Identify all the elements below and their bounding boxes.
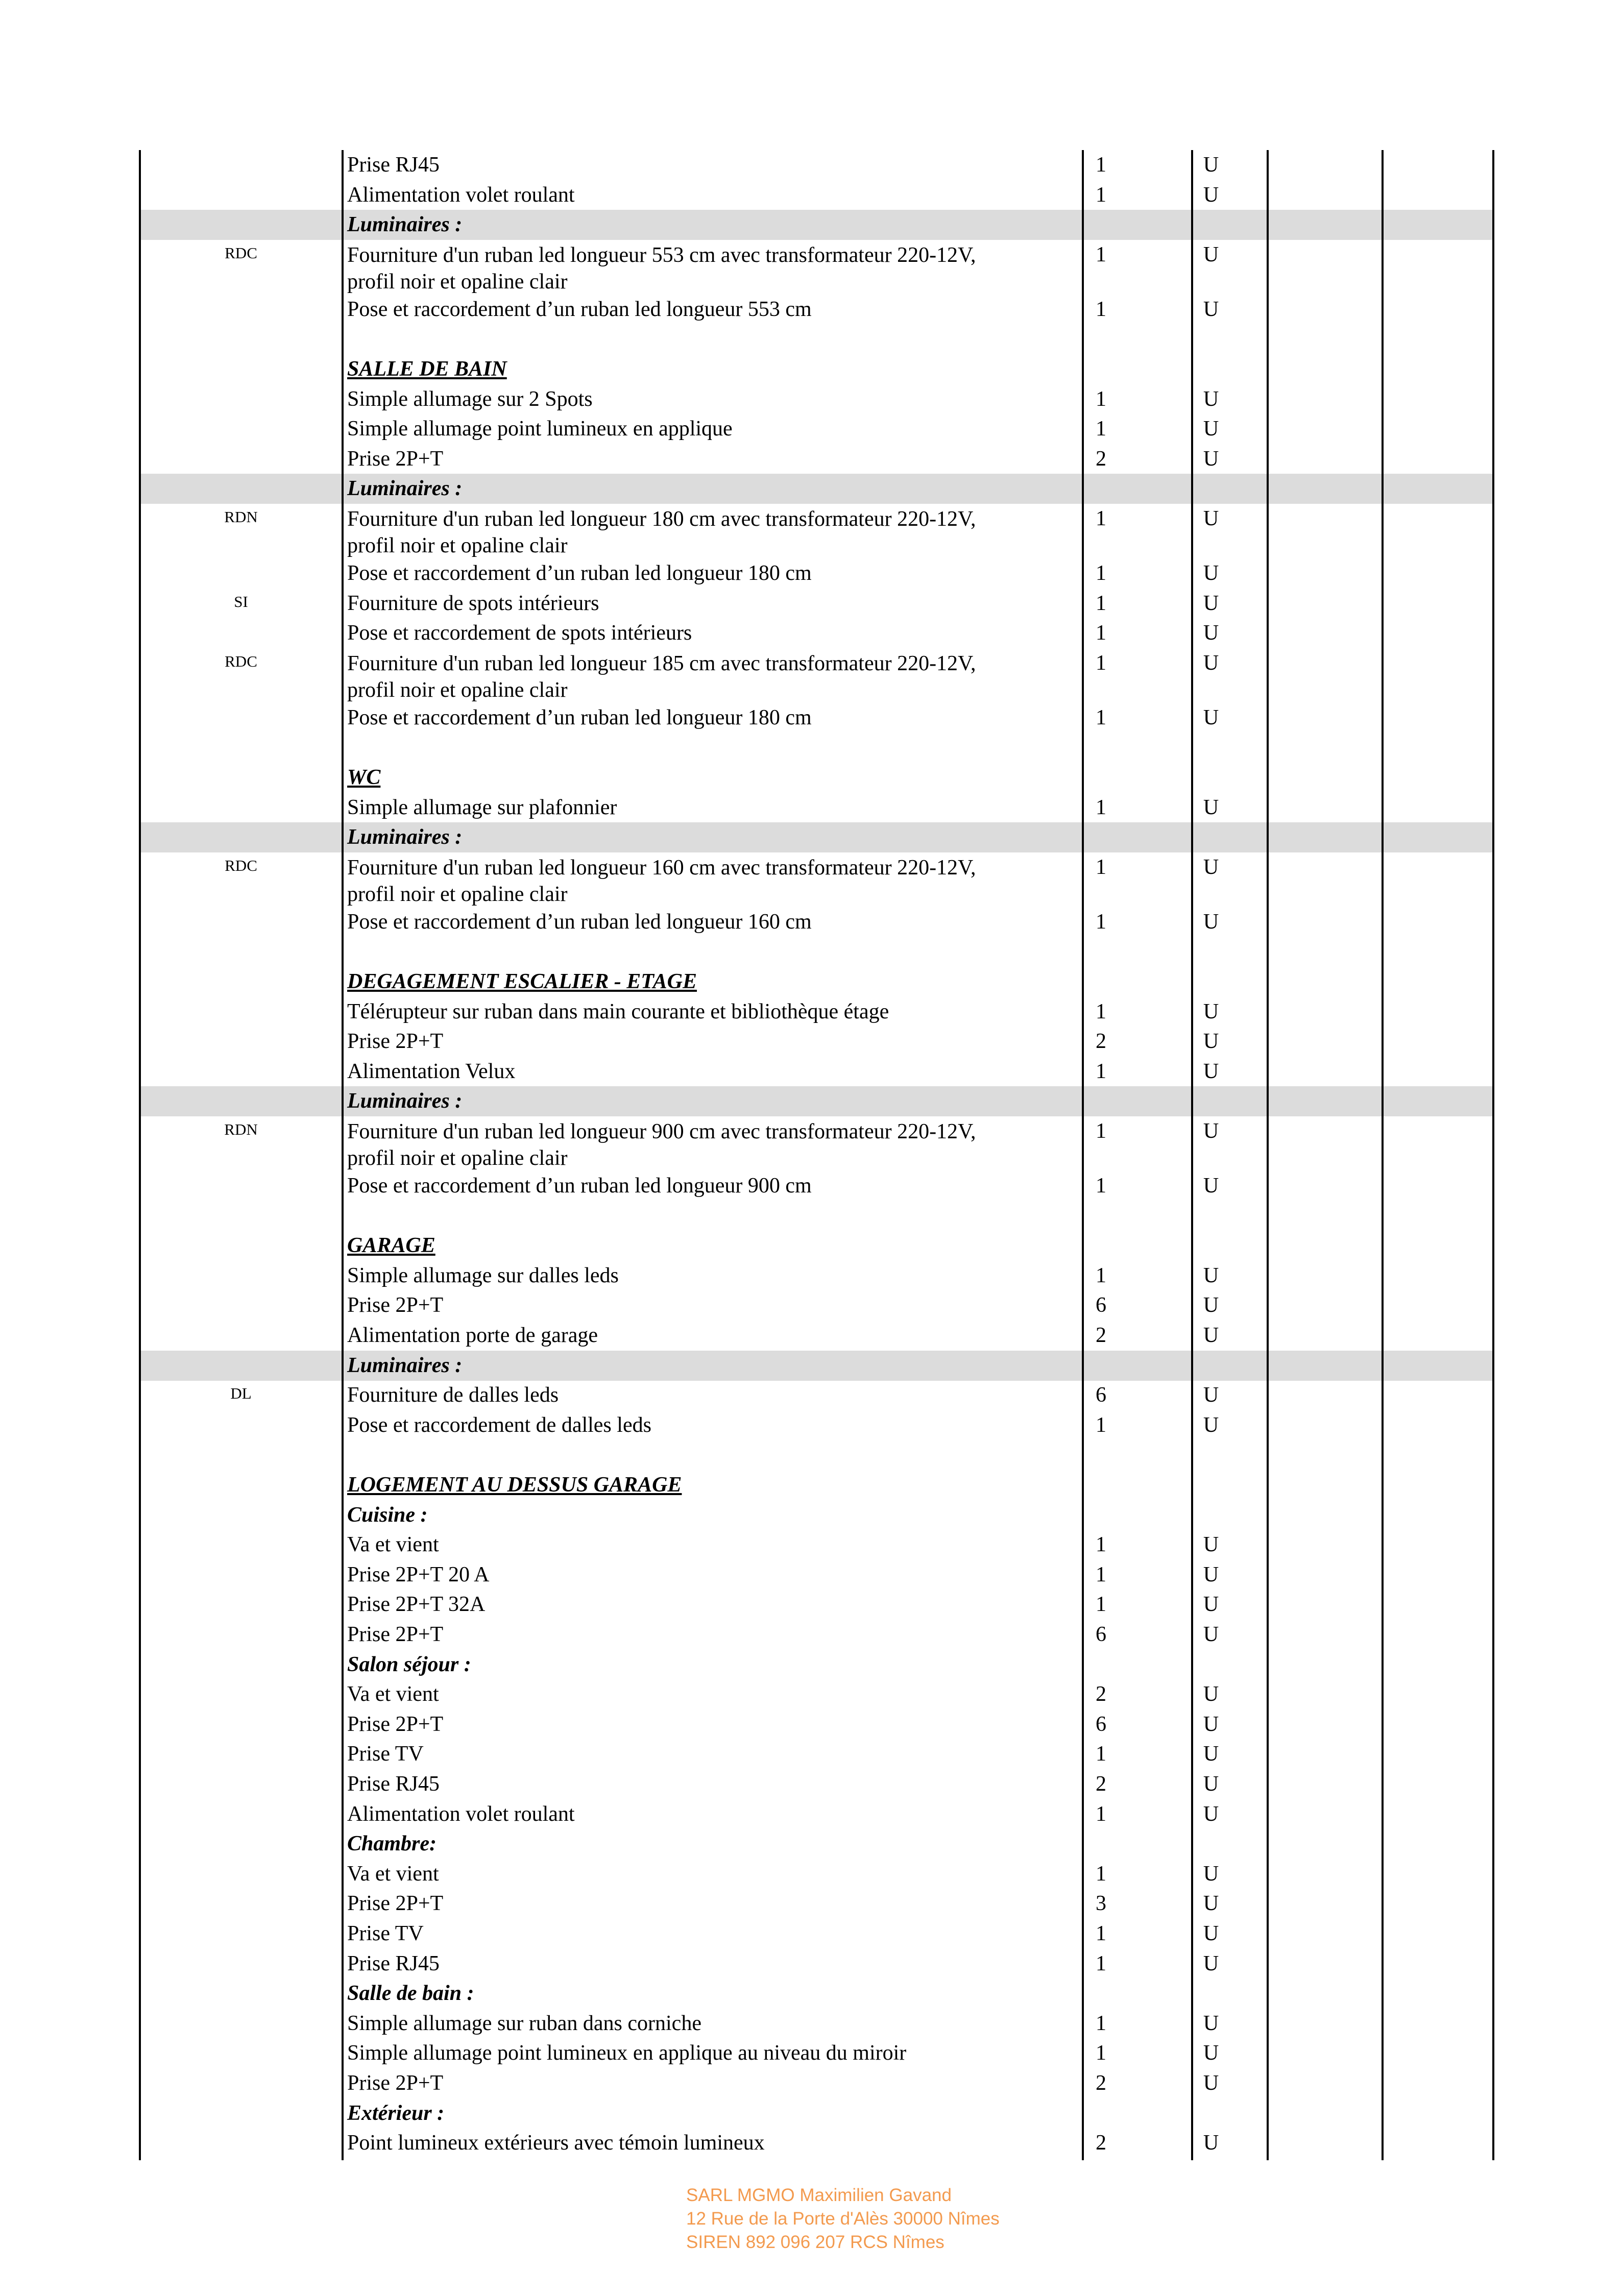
description-continuation: profil noir et opaline clair: [347, 678, 568, 702]
row-quantity: 1: [1096, 591, 1106, 615]
row-unit: U: [1203, 1623, 1219, 1646]
row-description: [347, 1592, 1062, 1617]
row-quantity: 1: [1096, 621, 1106, 645]
row-unit: U: [1203, 591, 1219, 615]
description-text: Luminaires :: [347, 1089, 463, 1113]
description-text: Prise 2P+T: [347, 1293, 444, 1317]
row-description: [347, 297, 1062, 322]
description-text: Salon séjour :: [347, 1652, 471, 1676]
row-quantity: 6: [1096, 1293, 1106, 1317]
row-unit: U: [1203, 1682, 1219, 1706]
section-heading: [347, 969, 1062, 994]
row-unit: U: [1203, 999, 1219, 1023]
row-description: [347, 1951, 1062, 1976]
row-quantity: 1: [1096, 1174, 1106, 1198]
row-unit: U: [1203, 1030, 1219, 1054]
subsection-label: [347, 1088, 1062, 1114]
row-description: [347, 242, 1062, 295]
description-text: Pose et raccordement de spots intérieurs: [347, 621, 692, 645]
row-unit: U: [1203, 705, 1219, 729]
row-description: [347, 1382, 1062, 1408]
description-text: Cuisine :: [347, 1503, 428, 1527]
row-description: [347, 1263, 1062, 1288]
row-unit: U: [1203, 417, 1219, 441]
row-quantity: 6: [1096, 1623, 1106, 1646]
row-unit: U: [1203, 1324, 1219, 1347]
row-quantity: 1: [1096, 242, 1106, 266]
row-unit: U: [1203, 507, 1219, 530]
row-description: [347, 2011, 1062, 2036]
row-unit: U: [1203, 795, 1219, 819]
subsection-label: [347, 476, 1062, 501]
row-unit: U: [1203, 1174, 1219, 1198]
description-text: Simple allumage sur plafonnier: [347, 795, 617, 819]
row-unit: U: [1203, 1533, 1219, 1557]
row-description: [347, 1118, 1062, 1171]
section-heading: [347, 1233, 1062, 1258]
description-text: Fourniture d'un ruban led longueur 553 cm avec transformateur 220-12V,: [347, 243, 976, 267]
row-quantity: 1: [1096, 855, 1106, 879]
row-quantity: 1: [1096, 183, 1106, 207]
row-description: [347, 506, 1062, 559]
row-unit: U: [1203, 387, 1219, 411]
row-quantity: 2: [1096, 1772, 1106, 1796]
row-description: [347, 1292, 1062, 1318]
row-quantity: 1: [1096, 297, 1106, 321]
row-quantity: 1: [1096, 1742, 1106, 1766]
row-quantity: 1: [1096, 1802, 1106, 1826]
row-description: [347, 386, 1062, 412]
row-unit: U: [1203, 855, 1219, 879]
description-text: LOGEMENT AU DESSUS GARAGE: [347, 1473, 682, 1497]
description-continuation: profil noir et opaline clair: [347, 882, 568, 906]
row-quantity: 6: [1096, 1383, 1106, 1407]
subsection-label: [347, 1502, 1062, 1528]
subsection-label: [347, 824, 1062, 850]
row-quantity: 1: [1096, 651, 1106, 675]
row-quantity: 1: [1096, 153, 1106, 177]
row-unit: U: [1203, 910, 1219, 934]
description-continuation: profil noir et opaline clair: [347, 1146, 568, 1170]
column-divider-code: [342, 150, 344, 2160]
table-border-right: [1492, 150, 1494, 2160]
row-quantity: 1: [1096, 2041, 1106, 2065]
row-description: [347, 560, 1062, 586]
row-description: [347, 1412, 1062, 1438]
section-heading: [347, 1472, 1062, 1498]
description-text: Prise TV: [347, 1922, 424, 1945]
row-unit: U: [1203, 1059, 1219, 1083]
row-unit: U: [1203, 447, 1219, 471]
description-text: Prise 2P+T: [347, 1712, 444, 1736]
description-text: Prise 2P+T: [347, 1892, 444, 1916]
description-text: Extérieur :: [347, 2101, 445, 2125]
description-text: Luminaires :: [347, 825, 463, 849]
description-text: Simple allumage sur ruban dans corniche: [347, 2011, 701, 2035]
row-description: [347, 2040, 1062, 2066]
description-text: Simple allumage point lumineux en applique au niveau du miroir: [347, 2041, 907, 2065]
row-quantity: 1: [1096, 1862, 1106, 1886]
row-description: [347, 591, 1062, 616]
footer-company-name: SARL MGMO Maximilien Gavand: [686, 2185, 952, 2205]
row-unit: U: [1203, 1562, 1219, 1586]
row-unit: U: [1203, 1892, 1219, 1916]
description-text: SALLE DE BAIN: [347, 357, 507, 381]
row-unit: U: [1203, 2041, 1219, 2065]
row-code: RDN: [224, 1120, 258, 1138]
row-unit: U: [1203, 1293, 1219, 1317]
row-unit: U: [1203, 1951, 1219, 1975]
description-text: Fourniture d'un ruban led longueur 160 cm avec transformateur 220-12V,: [347, 856, 976, 880]
description-text: Fourniture d'un ruban led longueur 185 cm avec transformateur 220-12V,: [347, 651, 976, 675]
description-text: Luminaires :: [347, 1353, 463, 1377]
row-description: [347, 854, 1062, 908]
subsection-label: [347, 1353, 1062, 1378]
row-description: [347, 650, 1062, 703]
description-text: Alimentation volet roulant: [347, 183, 575, 207]
description-text: Va et vient: [347, 1533, 439, 1557]
row-unit: U: [1203, 1413, 1219, 1437]
footer-address: 12 Rue de la Porte d'Alès 30000 Nîmes: [686, 2209, 1000, 2229]
description-text: Fourniture d'un ruban led longueur 900 cm avec transformateur 220-12V,: [347, 1120, 976, 1143]
row-quantity: 2: [1096, 2131, 1106, 2155]
description-text: Simple allumage point lumineux en applique: [347, 417, 733, 441]
row-description: [347, 1323, 1062, 1348]
description-text: WC: [347, 766, 381, 789]
row-unit: U: [1203, 2011, 1219, 2035]
row-code: RDC: [225, 856, 257, 874]
section-heading: [347, 356, 1062, 382]
description-text: Fourniture de dalles leds: [347, 1383, 559, 1407]
row-description: [347, 620, 1062, 646]
row-quantity: 1: [1096, 1562, 1106, 1586]
row-unit: U: [1203, 1772, 1219, 1796]
footer-registration: SIREN 892 096 207 RCS Nîmes: [686, 2232, 944, 2252]
subsection-label: [347, 1652, 1062, 1677]
row-quantity: 3: [1096, 1892, 1106, 1916]
row-quantity: 2: [1096, 2071, 1106, 2095]
row-unit: U: [1203, 297, 1219, 321]
description-text: Prise 2P+T: [347, 447, 444, 471]
row-description: [347, 1771, 1062, 1797]
row-quantity: 1: [1096, 1593, 1106, 1617]
row-code: RDC: [225, 652, 257, 670]
row-unit: U: [1203, 621, 1219, 645]
row-description: [347, 1173, 1062, 1199]
table-border-left: [139, 150, 141, 2160]
row-unit: U: [1203, 1712, 1219, 1736]
row-code: DL: [230, 1384, 252, 1403]
row-description: [347, 1029, 1062, 1054]
description-text: Alimentation volet roulant: [347, 1802, 575, 1826]
subsection-label: [347, 1981, 1062, 2006]
row-unit: U: [1203, 561, 1219, 585]
row-unit: U: [1203, 1383, 1219, 1407]
row-unit: U: [1203, 1263, 1219, 1287]
column-divider-unit: [1267, 150, 1269, 2160]
row-description: [347, 1562, 1062, 1587]
column-divider-quantity: [1191, 150, 1193, 2160]
description-text: Prise 2P+T: [347, 1623, 444, 1646]
description-text: Fourniture de spots intérieurs: [347, 591, 599, 615]
description-text: Prise RJ45: [347, 153, 440, 177]
subsection-label: [347, 1831, 1062, 1857]
description-text: Prise 2P+T: [347, 2071, 444, 2095]
description-text: Pose et raccordement de dalles leds: [347, 1413, 651, 1437]
description-text: Chambre:: [347, 1832, 437, 1856]
row-description: [347, 1681, 1062, 1707]
row-description: [347, 1891, 1062, 1916]
row-description: [347, 1622, 1062, 1647]
row-description: [347, 1921, 1062, 1946]
row-description: [347, 182, 1062, 208]
description-text: Pose et raccordement d’un ruban led longueur 180 cm: [347, 705, 812, 729]
row-description: [347, 1712, 1062, 1737]
row-quantity: 6: [1096, 1712, 1106, 1736]
description-text: Fourniture d'un ruban led longueur 180 cm avec transformateur 220-12V,: [347, 507, 976, 531]
description-continuation: profil noir et opaline clair: [347, 534, 568, 557]
row-quantity: 1: [1096, 1119, 1106, 1143]
description-text: Simple allumage sur 2 Spots: [347, 387, 593, 411]
row-quantity: 2: [1096, 1030, 1106, 1054]
description-text: Va et vient: [347, 1682, 439, 1706]
row-unit: U: [1203, 2131, 1219, 2155]
row-quantity: 1: [1096, 795, 1106, 819]
row-quantity: 2: [1096, 1682, 1106, 1706]
row-quantity: 1: [1096, 387, 1106, 411]
description-text: Luminaires :: [347, 213, 463, 237]
row-unit: U: [1203, 242, 1219, 266]
description-text: Prise 2P+T 20 A: [347, 1562, 490, 1586]
row-quantity: 2: [1096, 1324, 1106, 1347]
column-divider-price: [1382, 150, 1384, 2160]
description-text: Point lumineux extérieurs avec témoin lumineux: [347, 2131, 765, 2155]
row-unit: U: [1203, 183, 1219, 207]
row-unit: U: [1203, 153, 1219, 177]
row-quantity: 1: [1096, 1413, 1106, 1437]
description-text: Prise TV: [347, 1742, 424, 1766]
row-description: [347, 1861, 1062, 1887]
subsection-label: [347, 2100, 1062, 2126]
row-description: [347, 1801, 1062, 1827]
row-quantity: 2: [1096, 447, 1106, 471]
subsection-label: [347, 212, 1062, 237]
row-description: [347, 1059, 1062, 1084]
row-quantity: 1: [1096, 999, 1106, 1023]
description-text: Alimentation porte de garage: [347, 1324, 598, 1347]
row-code: RDC: [225, 243, 257, 262]
row-quantity: 1: [1096, 1263, 1106, 1287]
row-quantity: 1: [1096, 561, 1106, 585]
row-quantity: 1: [1096, 910, 1106, 934]
description-continuation: profil noir et opaline clair: [347, 270, 568, 294]
row-code: RDN: [224, 508, 258, 526]
row-quantity: 1: [1096, 1059, 1106, 1083]
row-description: [347, 2130, 1062, 2156]
description-text: Va et vient: [347, 1862, 439, 1886]
row-code: SI: [234, 592, 248, 610]
description-text: Prise RJ45: [347, 1951, 440, 1975]
quote-table: [139, 150, 1494, 2160]
row-description: [347, 795, 1062, 820]
row-quantity: 1: [1096, 1922, 1106, 1945]
row-unit: U: [1203, 1742, 1219, 1766]
row-description: [347, 416, 1062, 442]
description-text: Prise 2P+T: [347, 1030, 444, 1054]
row-unit: U: [1203, 1862, 1219, 1886]
row-description: [347, 152, 1062, 178]
description-text: GARAGE: [347, 1234, 435, 1258]
row-unit: U: [1203, 1922, 1219, 1945]
description-text: Luminaires :: [347, 477, 463, 501]
row-description: [347, 1741, 1062, 1767]
section-heading: [347, 765, 1062, 790]
description-text: Alimentation Velux: [347, 1059, 516, 1083]
row-description: [347, 2070, 1062, 2096]
description-text: Prise 2P+T 32A: [347, 1593, 486, 1617]
row-description: [347, 999, 1062, 1024]
description-text: Pose et raccordement d’un ruban led longueur 900 cm: [347, 1174, 812, 1198]
row-unit: U: [1203, 1802, 1219, 1826]
description-text: Pose et raccordement d’un ruban led longueur 180 cm: [347, 561, 812, 585]
row-description: [347, 705, 1062, 730]
description-text: Prise RJ45: [347, 1772, 440, 1796]
row-quantity: 1: [1096, 507, 1106, 530]
row-quantity: 1: [1096, 705, 1106, 729]
description-text: Simple allumage sur dalles leds: [347, 1263, 619, 1287]
description-text: Télérupteur sur ruban dans main courante et bibliothèque étage: [347, 999, 889, 1023]
description-text: Pose et raccordement d’un ruban led longueur 160 cm: [347, 910, 812, 934]
description-text: Salle de bain :: [347, 1982, 474, 2006]
description-text: DEGAGEMENT ESCALIER - ETAGE: [347, 970, 697, 993]
company-footer: [686, 2184, 1000, 2254]
row-description: [347, 1532, 1062, 1557]
row-quantity: 1: [1096, 1533, 1106, 1557]
row-unit: U: [1203, 2071, 1219, 2095]
row-quantity: 1: [1096, 1951, 1106, 1975]
row-description: [347, 909, 1062, 935]
row-quantity: 1: [1096, 417, 1106, 441]
row-quantity: 1: [1096, 2011, 1106, 2035]
row-unit: U: [1203, 1593, 1219, 1617]
row-unit: U: [1203, 1119, 1219, 1143]
row-unit: U: [1203, 651, 1219, 675]
description-text: Pose et raccordement d’un ruban led longueur 553 cm: [347, 297, 812, 321]
row-description: [347, 446, 1062, 472]
